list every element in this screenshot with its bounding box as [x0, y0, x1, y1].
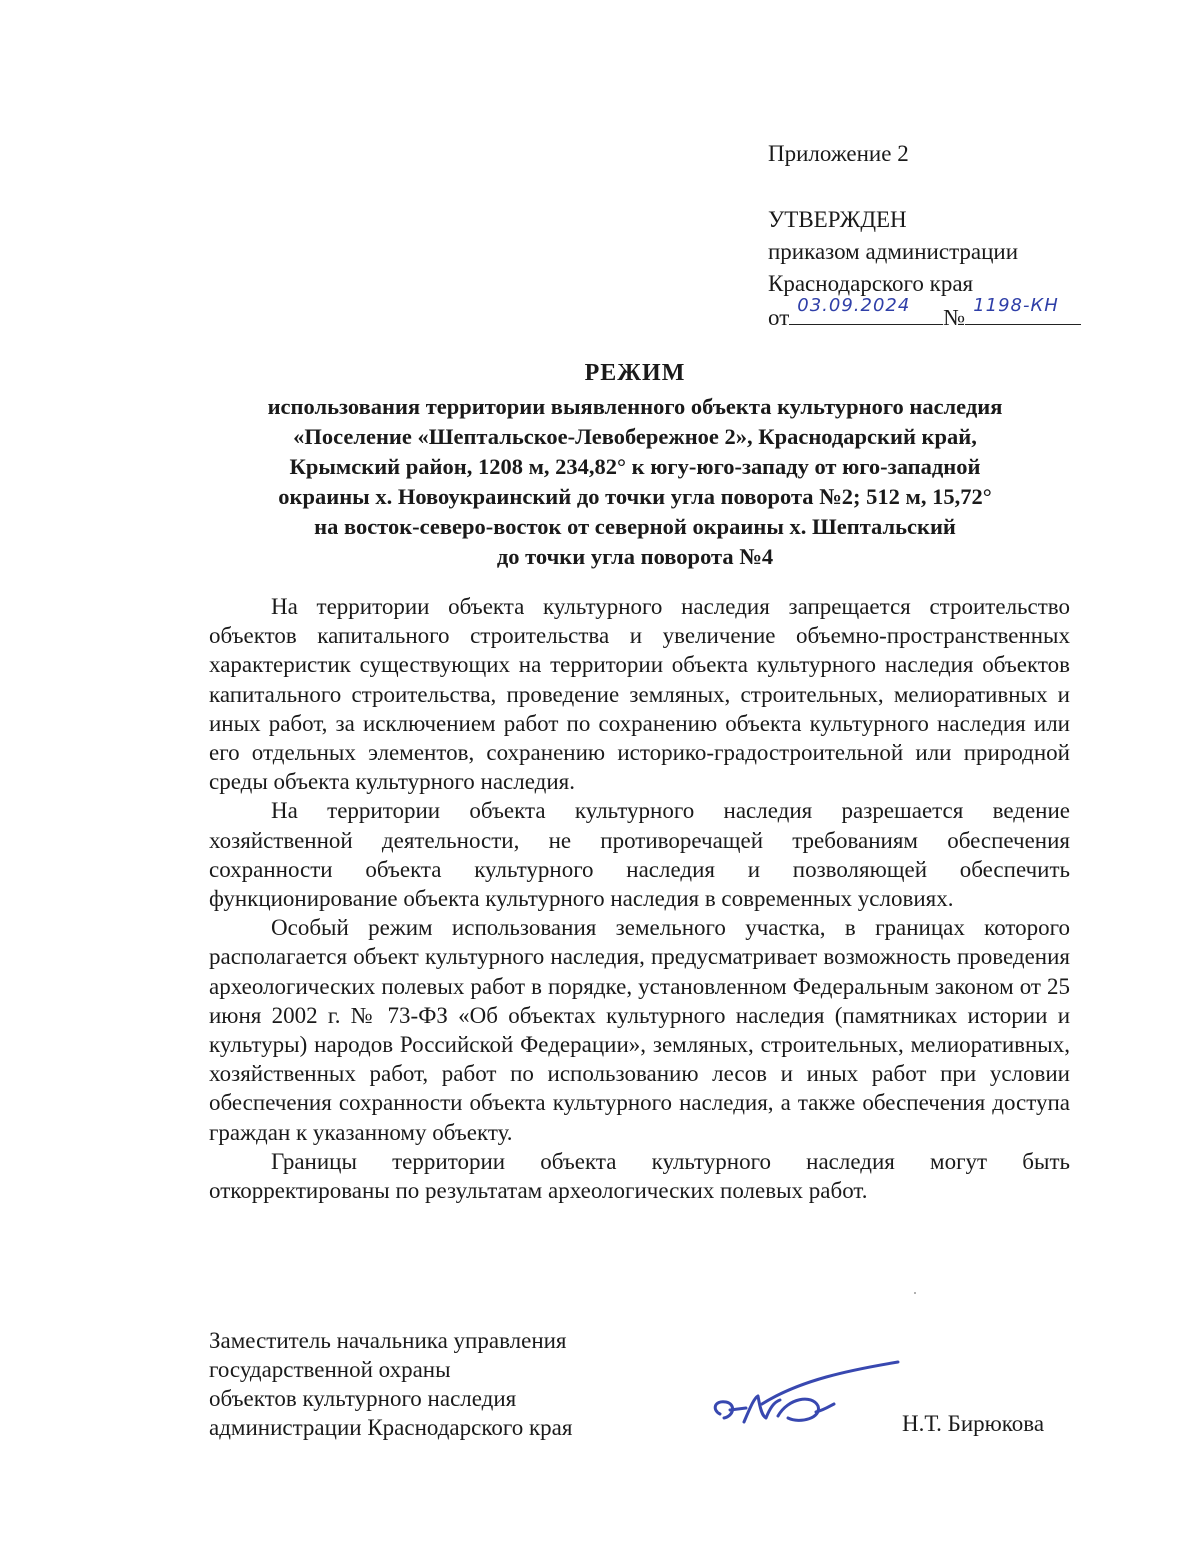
title-line: «Поселение «Шептальское-Левобережное 2», Краснодарский край, — [293, 424, 977, 449]
order-issuer-line-1: приказом администрации — [768, 239, 1019, 264]
title-main: РЕЖИМ — [584, 360, 686, 386]
signatory-line: государственной охраны — [209, 1357, 451, 1382]
body-paragraph: Особый режим использования земельного участка, в границах которого располагается объект культурного наследия, предусматривает возможность проведения археологических полевых работ в порядке, установленном Федеральным законом от 25 июня 2002 г. № 73-ФЗ «Об объектах культурного наследия (памятниках истории и культуры) народов Российской Федерации», земляных, строительных, мелиоративных, хозяйственных работ, работ по использованию лесов и иных работ при условии обеспечения сохранности объекта культурного наследия, а также обеспечения доступа граждан к указанному объекту. — [209, 915, 1070, 1145]
number-handwritten: 1198-КН — [973, 295, 1059, 316]
order-issuer-line-2: Краснодарского края — [768, 271, 974, 296]
order-date-number — [768, 295, 1081, 332]
signatory-line: объектов культурного наследия — [209, 1386, 517, 1411]
date-prefix: от — [768, 305, 790, 330]
title-line: до точки угла поворота №4 — [496, 544, 774, 569]
number-sign: № — [943, 305, 966, 330]
document-title — [180, 358, 1090, 572]
signatory-position — [209, 1326, 572, 1442]
body-paragraph: На территории объекта культурного наследия разрешается ведение хозяйственной деятельности, не противоречащей требованиям обеспечения сохранности объекта культурного наследия и позволяющей обеспечить функционирование объекта культурного наследия в современных условиях. — [209, 798, 1070, 912]
body-paragraph: Границы территории объекта культурного наследия могут быть откорректированы по результатам археологических полевых работ. — [209, 1148, 1070, 1204]
number-field — [965, 295, 1081, 325]
handwritten-signature — [700, 1352, 910, 1442]
appendix-label: Приложение 2 — [768, 141, 909, 166]
signatory-line: Заместитель начальника управления — [209, 1328, 567, 1353]
signatory-line: администрации Краснодарского края — [209, 1415, 573, 1440]
scan-speck — [914, 1292, 916, 1294]
signatory-name: Н.Т. Бирюкова — [902, 1411, 1045, 1436]
date-handwritten: 03.09.2024 — [797, 295, 911, 316]
approval-block — [768, 204, 1081, 332]
document-body — [209, 592, 1070, 1205]
approved-label: УТВЕРЖДЕН — [768, 207, 907, 232]
title-line: на восток-северо-восток от северной окраины х. Шептальский — [314, 514, 956, 539]
date-field — [789, 295, 943, 325]
title-line: окраины х. Новоукраинский до точки угла поворота №2; 512 м, 15,72° — [278, 484, 992, 509]
body-paragraph: На территории объекта культурного наследия запрещается строительство объектов капитального строительства и увеличение объемно-пространственных характеристик существующих на территории объекта культурного наследия объектов капитального строительства, проведение земляных, строительных, мелиоративных и иных работ, за исключением работ по сохранению объекта культурного наследия или его отдельных элементов, сохранению историко-градостроительной или природной среды объекта культурного наследия. — [209, 594, 1070, 795]
title-line: использования территории выявленного объекта культурного наследия — [267, 394, 1003, 419]
title-line: Крымский район, 1208 м, 234,82° к югу-юго-западу от юго-западной — [289, 454, 981, 479]
